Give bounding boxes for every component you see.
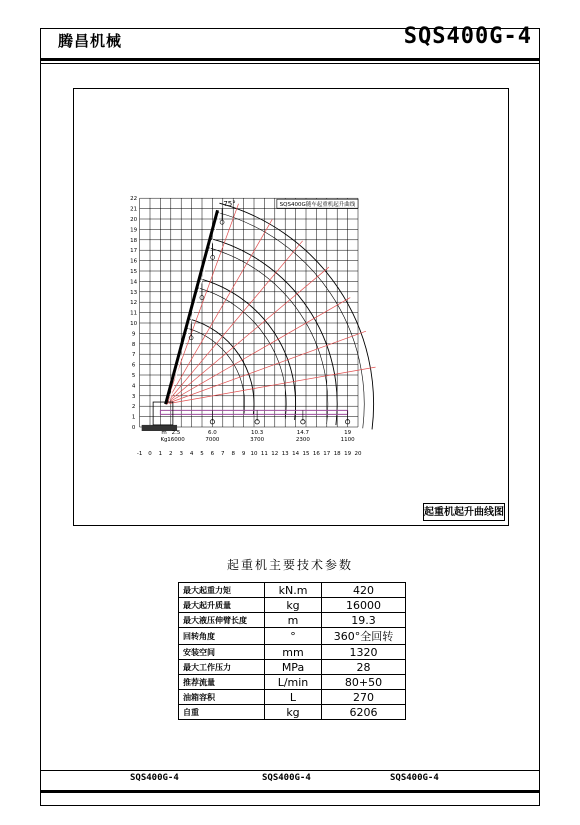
y-tick-label: 10 [130, 321, 138, 327]
x-tick-label: 5 [200, 451, 204, 457]
y-tick-label: 22 [130, 196, 138, 203]
y-tick-label: 3 [131, 393, 136, 400]
footer-model-1: SQS400G-4 [130, 773, 179, 783]
footer-model-3: SQS400G-4 [390, 773, 439, 783]
load-value-label: 3700 [250, 437, 265, 443]
crane-column [153, 402, 173, 425]
y-tick-label: 21 [130, 206, 138, 213]
y-tick-label: 1 [131, 414, 136, 421]
y-tick-label: 17 [130, 248, 138, 255]
x-tick-label: 19 [344, 451, 352, 457]
spec-label: 最大起升质量 [179, 598, 265, 613]
spec-value: 28 [322, 660, 406, 675]
x-tick-label: 8 [231, 451, 235, 457]
spec-value: 360°全回转 [322, 628, 406, 645]
x-tick-label: 11 [260, 451, 268, 457]
load-unit-label: Kg [160, 437, 168, 443]
load-value-label: 7000 [205, 437, 220, 443]
lifting-curve-chart [73, 88, 509, 526]
spec-label: 最大工作压力 [179, 660, 265, 675]
spec-value: 270 [322, 690, 406, 705]
lifting-curve-inner [186, 328, 245, 414]
x-tick-label: 18 [333, 451, 341, 457]
x-tick-label: 9 [241, 451, 246, 457]
radial-line [166, 331, 366, 404]
legend-title: SQS400G随车起重机起升曲线 [279, 202, 356, 209]
spec-unit: mm [265, 645, 322, 660]
x-tick-label: 4 [189, 451, 194, 457]
x-tick-label: -1 [136, 451, 143, 457]
spec-title: 起重机主要技术参数 [226, 558, 353, 572]
x-tick-label: 2 [169, 451, 173, 457]
y-tick-label: 2 [131, 404, 136, 411]
lifting-curve [199, 279, 295, 420]
header-rule-thin [40, 63, 540, 64]
x-tick-label: 15 [302, 451, 310, 457]
boom-angle-label: 75° [223, 200, 236, 209]
y-tick-label: 0 [131, 425, 136, 431]
spec-unit: L/min [265, 675, 322, 690]
brand-title: 腾昌机械 [58, 32, 123, 50]
x-tick-label: 1 [158, 451, 163, 457]
x-tick-label: 20 [354, 451, 362, 457]
y-tick-label: 14 [130, 279, 138, 286]
spec-label: 回转角度 [179, 628, 265, 645]
y-tick-label: 12 [130, 300, 138, 307]
y-tick-label: 19 [130, 227, 138, 234]
x-tick-label: 3 [179, 451, 183, 457]
spec-row [179, 613, 406, 628]
spec-label: 安装空间 [179, 645, 265, 660]
spec-value: 16000 [322, 598, 406, 613]
lifting-curve [219, 203, 373, 429]
lifting-curve-inner [208, 247, 328, 423]
x-tick-label: 17 [323, 451, 331, 457]
lifting-curve-inner [197, 288, 286, 419]
footer-rule-thin [40, 770, 540, 771]
load-radius-label: 19 [344, 430, 352, 436]
spec-row [179, 645, 406, 660]
spec-label: 推荐流量 [179, 675, 265, 690]
spec-value: 420 [322, 583, 406, 598]
hook [211, 255, 215, 259]
x-tick-label: 10 [250, 451, 258, 457]
x-tick-label: 12 [271, 451, 279, 457]
y-tick-label: 6 [131, 362, 136, 369]
footer-rule [40, 790, 540, 793]
spec-row [179, 598, 406, 613]
x-tick-label: 7 [221, 451, 225, 457]
model-title: SQS400G-4 [403, 24, 532, 49]
load-value-label: 2300 [295, 437, 310, 443]
spec-unit: kg [265, 705, 322, 720]
y-tick-label: 20 [130, 217, 138, 223]
y-tick-label: 18 [130, 237, 138, 244]
spec-label: 油箱容积 [179, 690, 265, 705]
load-value-label: 16000 [167, 437, 185, 443]
y-tick-label: 8 [131, 341, 136, 348]
load-radius-label: 2.5 [171, 430, 181, 436]
spec-value: 19.3 [322, 613, 406, 628]
spec-label: 最大起重力矩 [179, 583, 265, 598]
spec-table [178, 582, 406, 720]
y-tick-label: 16 [130, 258, 138, 265]
diagram-caption: 起重机起升曲线图 [423, 503, 505, 521]
x-tick-label: 0 [148, 451, 152, 457]
footer-model-2: SQS400G-4 [262, 773, 311, 783]
spec-label: 最大液压伸臂长度 [179, 613, 265, 628]
load-radius-label: 14.7 [296, 430, 310, 436]
y-tick-label: 5 [131, 373, 136, 379]
y-tick-label: 9 [131, 331, 136, 338]
y-tick-label: 11 [130, 310, 138, 317]
spec-value: 6206 [322, 705, 406, 720]
x-tick-label: 14 [292, 451, 300, 457]
radial-line [166, 219, 273, 404]
spec-unit: ° [265, 628, 322, 645]
spec-row [179, 583, 406, 598]
spec-row [179, 675, 406, 690]
spec-unit: L [265, 690, 322, 705]
spec-label: 自重 [179, 705, 265, 720]
y-tick-label: 7 [131, 352, 136, 359]
spec-unit: kg [265, 598, 322, 613]
x-tick-label: 16 [312, 451, 320, 457]
y-tick-label: 15 [130, 269, 138, 275]
spec-row [179, 690, 406, 705]
load-radius-label: 10.3 [250, 430, 264, 436]
x-tick-label: 6 [210, 451, 215, 457]
spec-unit: kN.m [265, 583, 322, 598]
hook [220, 220, 224, 224]
header-rule [40, 58, 540, 61]
spec-row [179, 705, 406, 720]
spec-row [179, 628, 406, 645]
y-tick-label: 13 [130, 289, 138, 296]
spec-unit: MPa [265, 660, 322, 675]
spec-row [179, 660, 406, 675]
x-tick-label: 13 [281, 451, 289, 457]
radial-line [166, 267, 329, 404]
spec-value: 1320 [322, 645, 406, 660]
spec-unit: m [265, 613, 322, 628]
y-tick-label: 4 [131, 383, 136, 390]
spec-value: 80+50 [322, 675, 406, 690]
load-value-label: 1100 [340, 437, 355, 443]
radius-unit-label: m [161, 430, 167, 436]
load-radius-label: 6.0 [208, 430, 217, 436]
